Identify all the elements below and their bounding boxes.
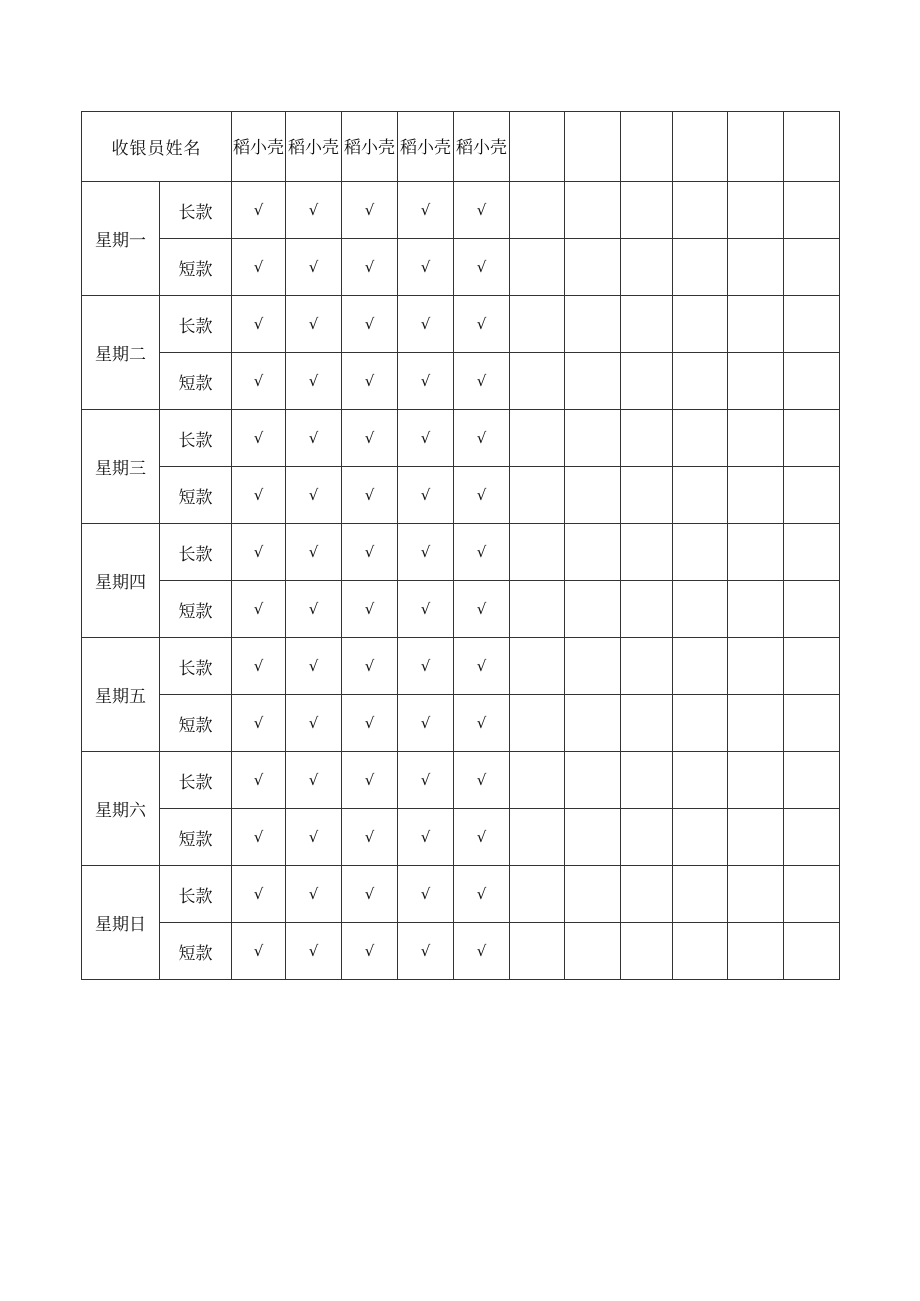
checkmark-cell: √: [232, 182, 286, 239]
checkmark-cell: √: [232, 695, 286, 752]
empty-cell: [673, 923, 728, 980]
empty-cell: [621, 638, 673, 695]
empty-cell: [728, 923, 784, 980]
checkmark-cell: √: [398, 524, 454, 581]
checkmark-cell: √: [286, 638, 342, 695]
empty-cell: [510, 410, 565, 467]
empty-name-cell: [621, 112, 673, 182]
checkmark-cell: √: [342, 752, 398, 809]
checkmark-cell: √: [232, 809, 286, 866]
weekday-label: 星期二: [82, 296, 160, 410]
checkmark-cell: √: [232, 296, 286, 353]
empty-cell: [784, 296, 840, 353]
empty-cell: [510, 467, 565, 524]
empty-cell: [728, 353, 784, 410]
empty-name-cell: [784, 112, 840, 182]
checkmark-cell: √: [342, 467, 398, 524]
checkmark-cell: √: [398, 410, 454, 467]
checkmark-cell: √: [342, 581, 398, 638]
table-row: [82, 239, 840, 296]
checkmark-cell: √: [232, 467, 286, 524]
empty-cell: [621, 581, 673, 638]
empty-cell: [784, 695, 840, 752]
empty-cell: [565, 239, 621, 296]
table-row: [82, 410, 840, 467]
empty-cell: [728, 182, 784, 239]
checkmark-cell: √: [454, 524, 510, 581]
checkmark-cell: √: [342, 695, 398, 752]
empty-cell: [510, 923, 565, 980]
checkmark-cell: √: [342, 182, 398, 239]
checkmark-cell: √: [398, 695, 454, 752]
checkmark-cell: √: [286, 239, 342, 296]
weekday-label: 星期日: [82, 866, 160, 980]
checkmark-cell: √: [398, 467, 454, 524]
empty-cell: [510, 809, 565, 866]
checkmark-cell: √: [454, 581, 510, 638]
empty-cell: [673, 296, 728, 353]
empty-cell: [728, 524, 784, 581]
checkmark-cell: √: [454, 923, 510, 980]
cashier-name-cell: 稻小壳: [286, 112, 342, 182]
empty-name-cell: [510, 112, 565, 182]
checkmark-cell: √: [286, 182, 342, 239]
checkmark-cell: √: [232, 524, 286, 581]
checkmark-cell: √: [398, 923, 454, 980]
empty-cell: [673, 866, 728, 923]
checkmark-cell: √: [286, 695, 342, 752]
empty-cell: [673, 752, 728, 809]
cash-variance-type: 长款: [160, 752, 232, 809]
empty-cell: [784, 239, 840, 296]
empty-cell: [784, 410, 840, 467]
empty-cell: [728, 638, 784, 695]
empty-cell: [565, 809, 621, 866]
checkmark-cell: √: [342, 638, 398, 695]
cashier-name-cell: 稻小壳: [232, 112, 286, 182]
empty-cell: [621, 353, 673, 410]
empty-cell: [673, 524, 728, 581]
checkmark-cell: √: [342, 239, 398, 296]
checkmark-cell: √: [454, 866, 510, 923]
empty-cell: [565, 752, 621, 809]
table-row: [82, 866, 840, 923]
empty-cell: [565, 467, 621, 524]
empty-cell: [621, 410, 673, 467]
empty-cell: [728, 296, 784, 353]
empty-cell: [565, 923, 621, 980]
checkmark-cell: √: [454, 353, 510, 410]
empty-cell: [510, 296, 565, 353]
cash-variance-type: 短款: [160, 239, 232, 296]
checkmark-cell: √: [398, 239, 454, 296]
cash-variance-type: 长款: [160, 638, 232, 695]
empty-cell: [510, 695, 565, 752]
empty-cell: [728, 581, 784, 638]
cashier-name-cell: 稻小壳: [398, 112, 454, 182]
empty-cell: [673, 581, 728, 638]
empty-cell: [621, 809, 673, 866]
checkmark-cell: √: [232, 410, 286, 467]
checkmark-cell: √: [286, 923, 342, 980]
cashier-weekly-table: [81, 111, 840, 980]
empty-cell: [784, 353, 840, 410]
checkmark-cell: √: [232, 581, 286, 638]
checkmark-cell: √: [454, 239, 510, 296]
empty-cell: [621, 695, 673, 752]
checkmark-cell: √: [342, 524, 398, 581]
empty-cell: [728, 752, 784, 809]
cash-variance-type: 长款: [160, 866, 232, 923]
cash-variance-type: 长款: [160, 524, 232, 581]
checkmark-cell: √: [454, 296, 510, 353]
cash-variance-type: 短款: [160, 467, 232, 524]
table-row: [82, 581, 840, 638]
empty-cell: [565, 524, 621, 581]
empty-name-cell: [728, 112, 784, 182]
checkmark-cell: √: [286, 752, 342, 809]
empty-cell: [621, 182, 673, 239]
table-row: [82, 923, 840, 980]
empty-cell: [510, 182, 565, 239]
cash-variance-type: 长款: [160, 182, 232, 239]
empty-cell: [673, 182, 728, 239]
cash-variance-type: 短款: [160, 923, 232, 980]
empty-cell: [510, 638, 565, 695]
empty-cell: [510, 581, 565, 638]
empty-cell: [784, 809, 840, 866]
table-row: [82, 695, 840, 752]
table-row: [82, 296, 840, 353]
cash-variance-type: 短款: [160, 581, 232, 638]
checkmark-cell: √: [342, 809, 398, 866]
empty-cell: [673, 239, 728, 296]
empty-cell: [565, 182, 621, 239]
empty-cell: [728, 410, 784, 467]
empty-cell: [565, 410, 621, 467]
empty-cell: [673, 809, 728, 866]
checkmark-cell: √: [286, 866, 342, 923]
checkmark-cell: √: [454, 467, 510, 524]
empty-cell: [621, 239, 673, 296]
table-row: [82, 809, 840, 866]
checkmark-cell: √: [454, 182, 510, 239]
empty-cell: [565, 296, 621, 353]
cash-variance-type: 长款: [160, 410, 232, 467]
checkmark-cell: √: [342, 296, 398, 353]
table-row: [82, 353, 840, 410]
table-row: [82, 524, 840, 581]
table-row: [82, 638, 840, 695]
empty-cell: [565, 866, 621, 923]
checkmark-cell: √: [286, 467, 342, 524]
empty-cell: [784, 581, 840, 638]
checkmark-cell: √: [232, 638, 286, 695]
checkmark-cell: √: [232, 866, 286, 923]
empty-cell: [510, 353, 565, 410]
checkmark-cell: √: [398, 182, 454, 239]
checkmark-cell: √: [398, 866, 454, 923]
checkmark-cell: √: [286, 581, 342, 638]
cash-variance-type: 短款: [160, 695, 232, 752]
checkmark-cell: √: [398, 296, 454, 353]
checkmark-cell: √: [454, 410, 510, 467]
checkmark-cell: √: [454, 695, 510, 752]
checkmark-cell: √: [398, 752, 454, 809]
empty-cell: [510, 752, 565, 809]
checkmark-cell: √: [286, 353, 342, 410]
empty-cell: [784, 638, 840, 695]
empty-name-cell: [565, 112, 621, 182]
checkmark-cell: √: [232, 353, 286, 410]
checkmark-cell: √: [342, 353, 398, 410]
empty-cell: [728, 695, 784, 752]
checkmark-cell: √: [454, 752, 510, 809]
table-body: [82, 112, 840, 980]
checkmark-cell: √: [286, 809, 342, 866]
table-row: [82, 182, 840, 239]
empty-cell: [784, 524, 840, 581]
cash-variance-type: 短款: [160, 353, 232, 410]
checkmark-cell: √: [342, 866, 398, 923]
empty-cell: [673, 353, 728, 410]
empty-cell: [565, 581, 621, 638]
empty-cell: [565, 695, 621, 752]
empty-cell: [673, 638, 728, 695]
checkmark-cell: √: [454, 638, 510, 695]
checkmark-cell: √: [398, 353, 454, 410]
empty-cell: [784, 866, 840, 923]
checkmark-cell: √: [398, 638, 454, 695]
empty-cell: [510, 524, 565, 581]
empty-cell: [784, 182, 840, 239]
checkmark-cell: √: [454, 809, 510, 866]
checkmark-cell: √: [232, 923, 286, 980]
checkmark-cell: √: [342, 410, 398, 467]
checkmark-cell: √: [342, 923, 398, 980]
checkmark-cell: √: [286, 296, 342, 353]
table-row: [82, 752, 840, 809]
checkmark-cell: √: [398, 581, 454, 638]
cash-variance-type: 短款: [160, 809, 232, 866]
empty-cell: [784, 467, 840, 524]
empty-cell: [621, 752, 673, 809]
header-row: [82, 112, 840, 182]
empty-cell: [621, 467, 673, 524]
empty-cell: [728, 467, 784, 524]
empty-cell: [621, 923, 673, 980]
weekday-label: 星期四: [82, 524, 160, 638]
weekday-label: 星期三: [82, 410, 160, 524]
empty-cell: [565, 638, 621, 695]
checkmark-cell: √: [286, 410, 342, 467]
checkmark-cell: √: [232, 239, 286, 296]
empty-cell: [621, 866, 673, 923]
table-row: [82, 467, 840, 524]
cashier-name-header: 收银员姓名: [82, 112, 232, 182]
empty-cell: [784, 752, 840, 809]
empty-name-cell: [673, 112, 728, 182]
checkmark-cell: √: [286, 524, 342, 581]
empty-cell: [621, 296, 673, 353]
empty-cell: [510, 866, 565, 923]
weekday-label: 星期五: [82, 638, 160, 752]
weekday-label: 星期六: [82, 752, 160, 866]
cashier-name-cell: 稻小壳: [454, 112, 510, 182]
empty-cell: [621, 524, 673, 581]
weekday-label: 星期一: [82, 182, 160, 296]
cashier-name-cell: 稻小壳: [342, 112, 398, 182]
empty-cell: [728, 239, 784, 296]
empty-cell: [673, 695, 728, 752]
empty-cell: [784, 923, 840, 980]
empty-cell: [728, 809, 784, 866]
checkmark-cell: √: [232, 752, 286, 809]
empty-cell: [565, 353, 621, 410]
empty-cell: [673, 467, 728, 524]
empty-cell: [510, 239, 565, 296]
empty-cell: [728, 866, 784, 923]
checkmark-cell: √: [398, 809, 454, 866]
cash-variance-type: 长款: [160, 296, 232, 353]
empty-cell: [673, 410, 728, 467]
